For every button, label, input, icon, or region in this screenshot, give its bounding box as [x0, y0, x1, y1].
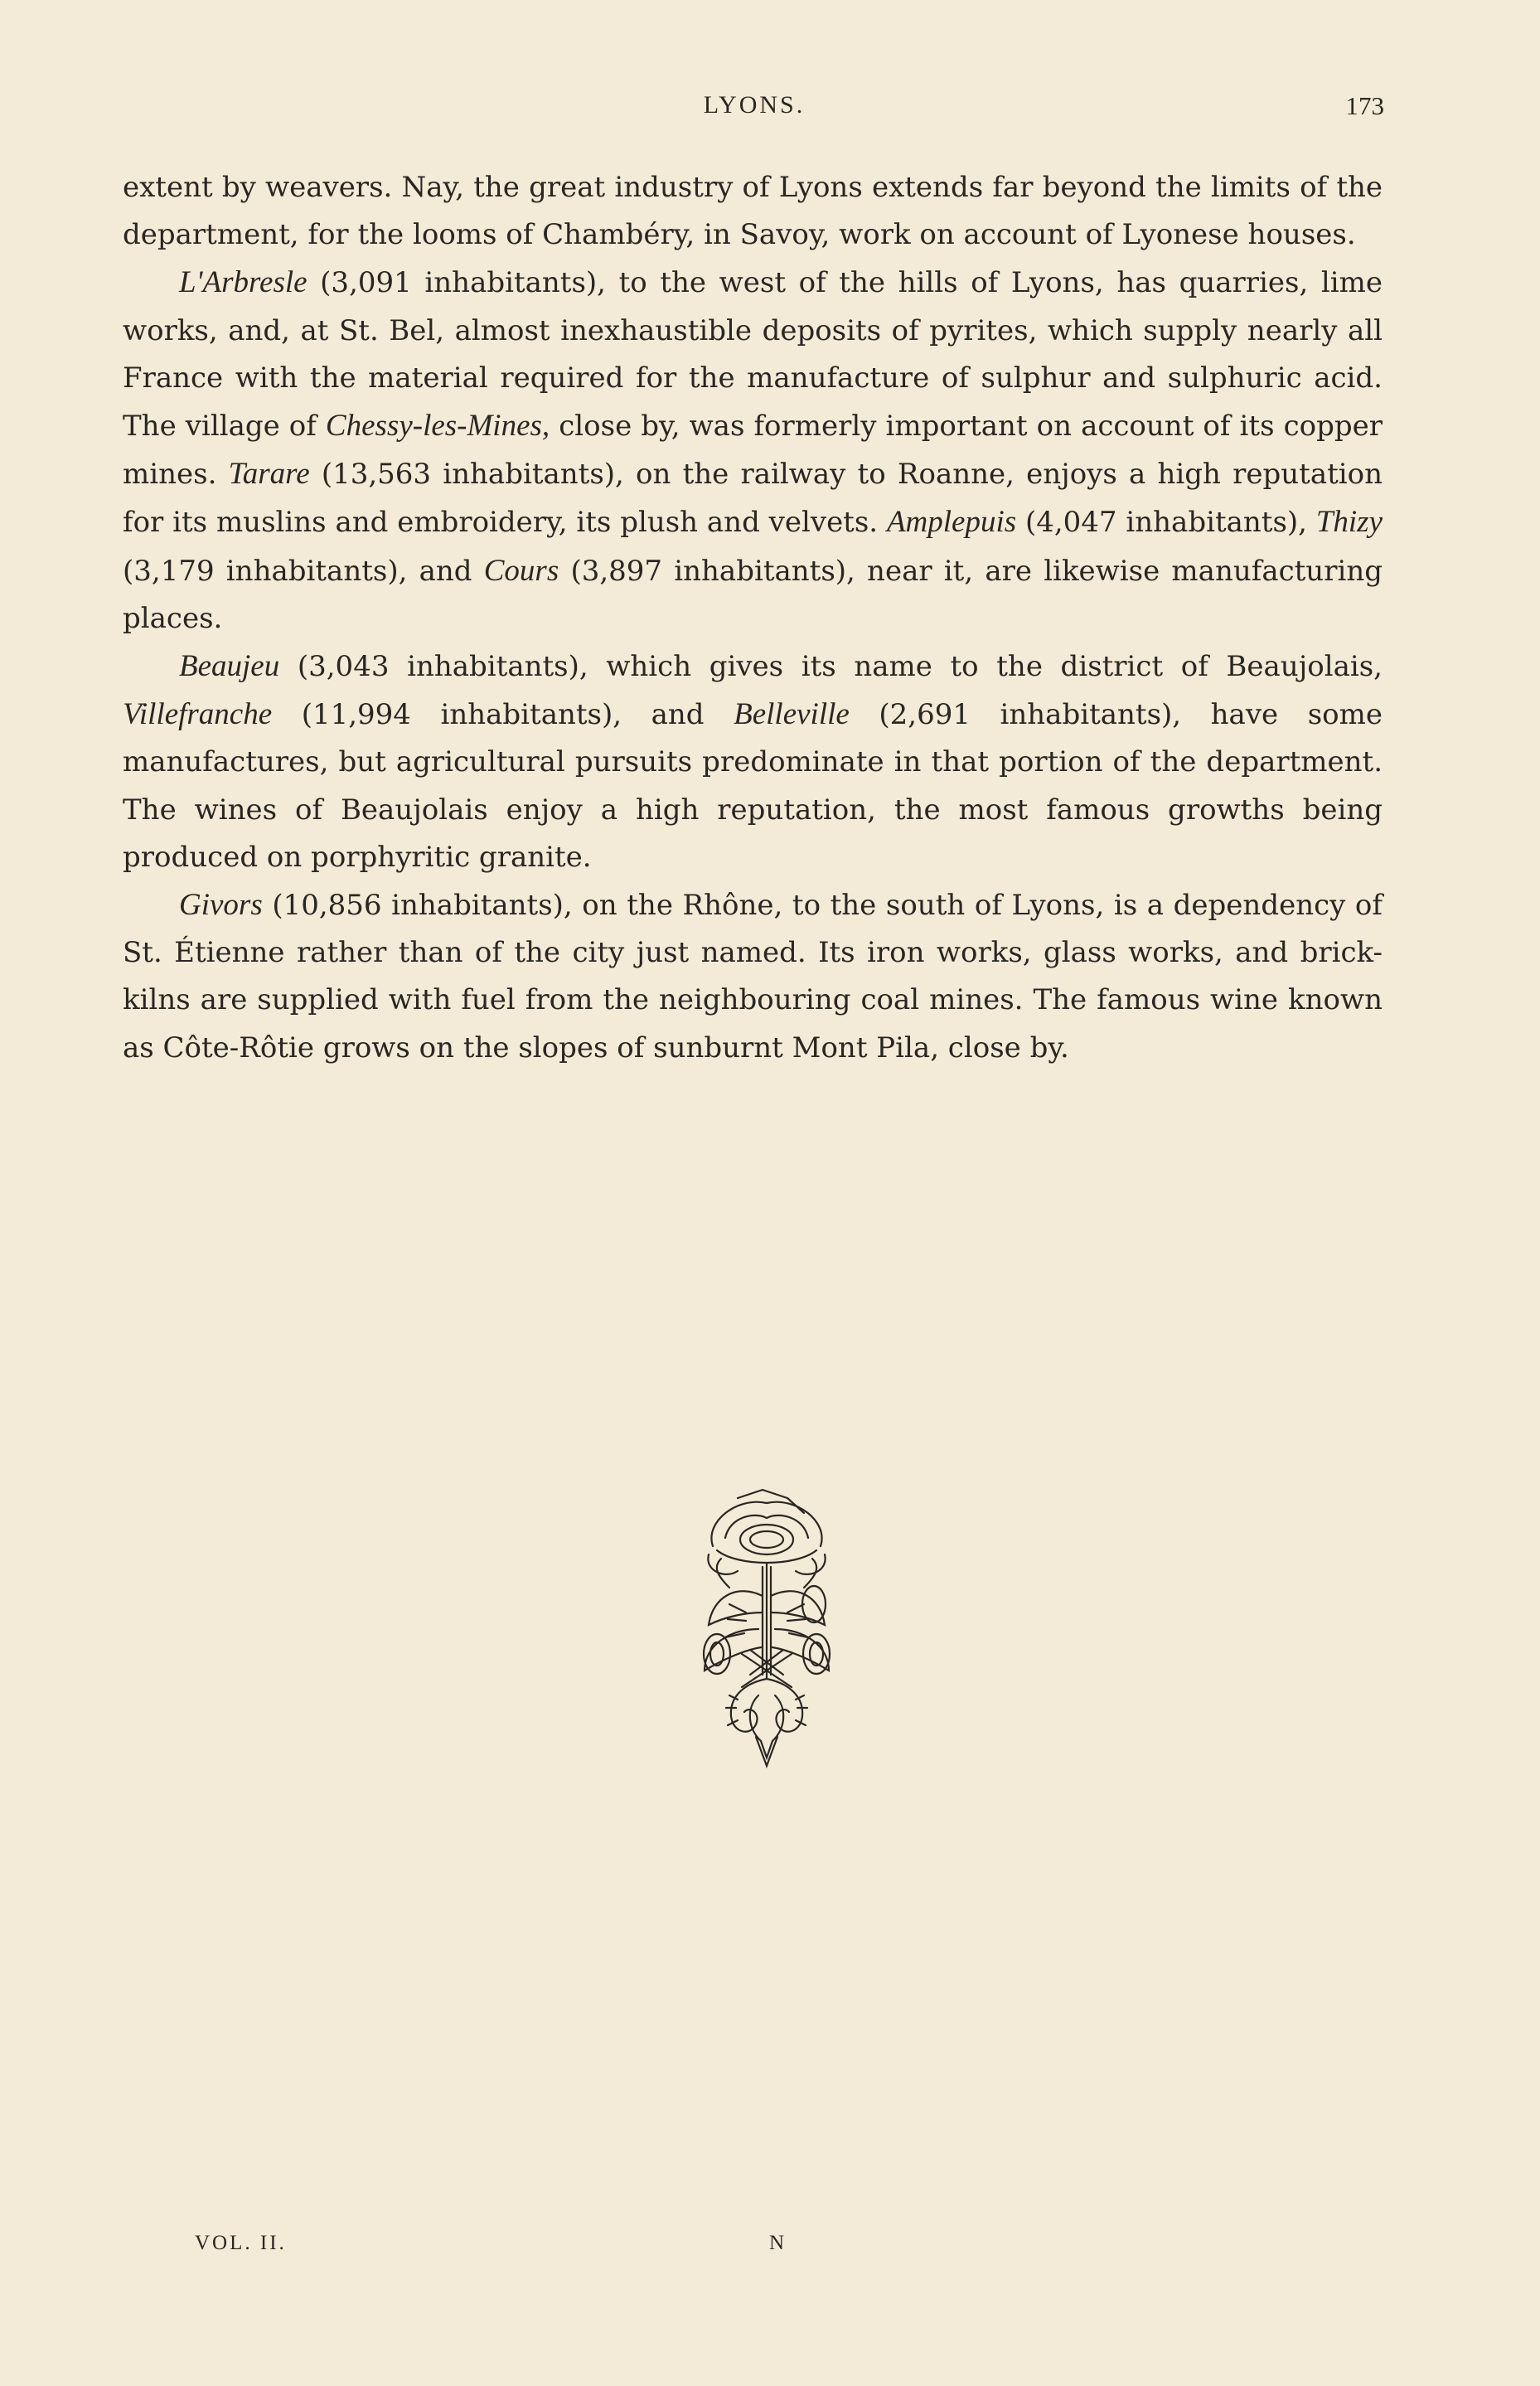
place-name: Villefranche	[123, 697, 273, 732]
page-footer	[195, 2232, 1388, 2265]
body-text	[123, 164, 1383, 1072]
place-name: Chessy-les-Mines,	[325, 409, 550, 444]
paragraph-text: (2,691 inhabitants), have some manufactures, but agricultural pursuits predominate in that portion of the department. The wines of Beaujolais enjoy a high reputation, the most famous growths being produced on porphyritic granite.	[123, 698, 1383, 874]
signature-mark: N	[769, 2232, 785, 2254]
page-number: 173	[1345, 91, 1384, 120]
place-name: Thizy	[1315, 505, 1383, 540]
paragraph-text: (10,856 inhabitants), on the Rhône, to the south of Lyons, is a dependency of St. Étienne rather than of the city just named. Its iron works, glass works, and brick-kilns are supplied with fuel from the neighbouring coal mines. The famous wine known as Côte-Rôtie grows on the slopes of sunburnt Mont Pila, close by.	[123, 889, 1383, 1064]
volume-label: VOL. II.	[195, 2232, 287, 2254]
place-name: Cours	[483, 553, 559, 588]
paragraph-continued	[123, 164, 1383, 259]
paragraph-text: (3,091 inhabitants), to the west of the hills of Lyons, has quarries, lime works, and, at St. Bel, almost inexhaustible deposits of pyrites, which supply nearly all France with the material required for the manufacture of sulphur and sulphuric acid. The village of	[123, 266, 1383, 444]
paragraph-text: (11,994 inhabitants), and	[272, 698, 734, 732]
place-name: Amplepuis	[886, 505, 1017, 540]
paragraph-beaujeu	[123, 643, 1383, 881]
paragraph-text: (4,047 inhabitants),	[1016, 506, 1316, 540]
paragraph-text: (3,179 inhabitants), and	[123, 554, 484, 588]
place-name: Belleville	[734, 697, 850, 732]
running-title: LYONS.	[703, 91, 806, 119]
paragraph-text: (3,897 inhabitants), near it, are likewise manufacturing places.	[123, 554, 1383, 635]
place-name: Givors	[179, 888, 263, 923]
place-name: Beaujeu	[179, 649, 280, 684]
paragraph-text: extent by weavers. Nay, the great industry of Lyons extends far beyond the limits of the department, for the looms of Chambéry, in Savoy, work on account of Lyonese houses.	[123, 171, 1383, 252]
place-name: Tarare	[228, 457, 310, 492]
floral-tailpiece-icon	[680, 1488, 854, 1770]
paragraph-text: (13,563 inhabitants), on the railway to Roanne, enjoys a high reputation for its muslins and embroidery, its plush and velvets.	[123, 458, 1383, 540]
paragraph-text: close by, was formerly important on account of its copper mines.	[123, 410, 1383, 492]
paragraph-givors	[123, 881, 1383, 1072]
paragraph-l-arbresle	[123, 259, 1383, 643]
place-name: L'Arbresle	[179, 265, 308, 300]
running-head	[124, 90, 1384, 129]
paragraph-text: (3,043 inhabitants), which gives its name to the district of Beaujolais,	[279, 650, 1383, 684]
